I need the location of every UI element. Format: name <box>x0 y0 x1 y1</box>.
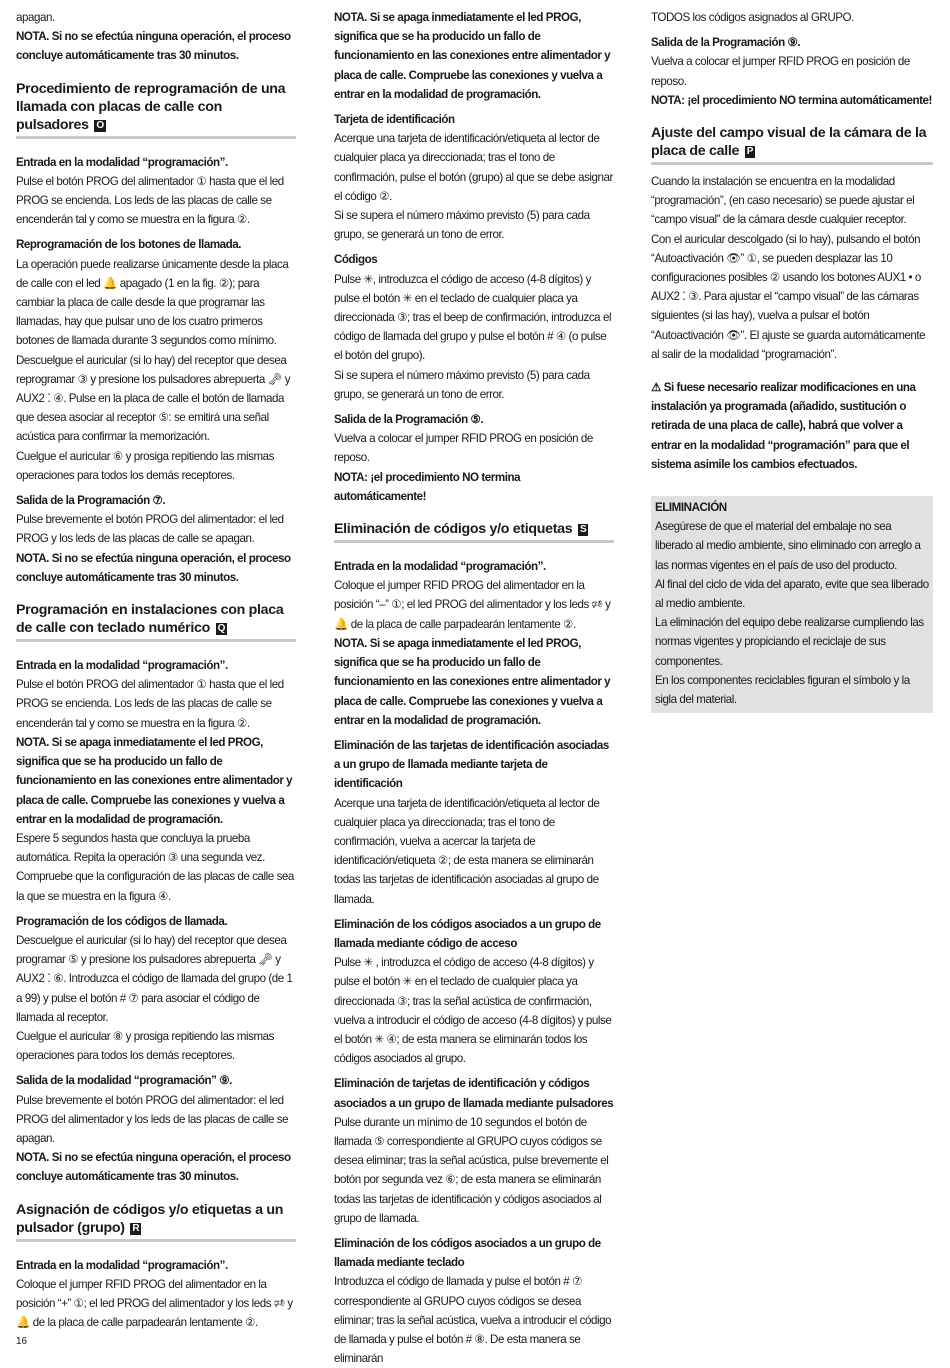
note: NOTA. Si se apaga inmediatamente el led PROG, significa que se ha producido un fallo de funcionamiento en las conexiones entre alimentador y placa de calle. Compruebe las conexiones y vuelva a entrar en la modalidad de programación. <box>334 11 611 101</box>
note: NOTA. Si se apaga inmediatamente el led PROG, significa que se ha producido un fallo de funcionamiento en las conexiones entre alimentador y placa de calle. Compruebe las conexiones y vuelva a entrar en la modalidad de programación. <box>334 636 611 727</box>
text: Si se supera el número máximo previsto (5) para cada grupo, se generará un tono de error. <box>334 368 590 401</box>
subheading: Eliminación de los códigos asociados a un grupo de llamada mediante código de acceso <box>334 917 601 950</box>
text: Asegúrese de que el material del embalaje no sea liberado al medio ambiente, sino eliminado con arreglo a las normas vigentes en el país de uso del producto. <box>655 520 921 572</box>
subheading: Reprogramación de los botones de llamada. <box>16 238 242 252</box>
text: apagan. <box>16 11 55 24</box>
subheading: Eliminación de tarjetas de identificación y códigos asociados a un grupo de llamada mediante pulsadores <box>334 1077 614 1110</box>
heading-text: Procedimiento de reprogramación de una llamada con placas de calle con pulsadores <box>16 80 286 133</box>
column-1 <box>16 8 296 1332</box>
text: Si se supera el número máximo previsto (5) para cada grupo, se generará un tono de error. <box>334 209 590 242</box>
text: Cuando la instalación se encuentra en la modalidad “programación”, (en caso necesario) se puede ajustar el “campo visual” de la cámara desde cualquier receptor. <box>651 175 915 227</box>
text: Con el auricular descolgado (si lo hay), pulsando el botón “Autoactivación 👁” ①, se pueden desplazar las 10 configuraciones posibles ② usando los botones AUX1 • o AUX2 ⁚ ③. Para ajustar el “campo visual” de las cámaras siguientes (si las hay), vuelva a pulsar el botón “Autoactivación 👁”. El ajuste se guarda automáticamente al salir de la modalidad “programación”. <box>651 232 926 361</box>
note: NOTA. Si no se efectúa ninguna operación, el proceso concluye automáticamente tras 30 minutos. <box>16 1151 291 1184</box>
text: Pulse brevemente el botón PROG del alimentador: el led PROG del alimentador y los leds de las placas de calle se apagan. <box>16 1093 289 1145</box>
text: Acerque una tarjeta de identificación/etiqueta al lector de cualquier placa ya direccionada; tras el tono de confirmación, vuelva a acercar la tarjeta de identificación/etiqueta ②; de esta manera se eliminarán todas las tarjetas de identificación asociadas al grupo de llamada. <box>334 796 600 906</box>
note: NOTA. Si no se efectúa ninguna operación, el proceso concluye automáticamente tras 30 minutos. <box>16 30 291 63</box>
column-2 <box>334 8 614 1368</box>
text: Descuelgue el auricular (si lo hay) del receptor que desea programar ⑤ y presione los pulsadores abrepuerta 🗝 y AUX2 ⁚ ⑥. Introduzca el código de llamada del grupo (de 1 a 99) y pulse el botón # ⑦ para asociar el código de llamada al receptor. <box>16 933 293 1024</box>
figure-tag: O <box>96 119 104 131</box>
text: Coloque el jumper RFID PROG del alimentador en la posición “–” ①; el led PROG del alimentador y los leds 🕫 y 🔔 de la placa de calle parpadearán lentamente ②. <box>334 579 611 631</box>
figure-tag: Q <box>217 623 226 635</box>
text: Al final del ciclo de vida del aparato, evite que sea liberado al medio ambiente. <box>655 577 929 611</box>
section-heading <box>16 1201 296 1242</box>
disposal-title: ELIMINACIÓN <box>655 501 727 515</box>
text: Espere 5 segundos hasta que concluya la prueba automática. Repita la operación ③ una segunda vez. Compruebe que la configuración de las placas de calle sea la que se muestra en la figura ④. <box>16 831 294 903</box>
heading-text: Asignación de códigos y/o etiquetas a un pulsador (grupo) <box>16 1201 284 1236</box>
text: Pulse ✳ , introduzca el código de acceso (4-8 dígitos) y pulse el botón ✳ en el teclado de cualquier placa ya direccionada ③; tras la señal acústica de confirmación, vuelva a introducir el código de acceso (4-8 dígitos) y pulse el botón ✳ ④; de esta manera se eliminarán todos los códigos asociados al grupo. <box>334 956 612 1066</box>
text: Pulse brevemente el botón PROG del alimentador: el led PROG y los leds de las placas de calle se apagan. <box>16 513 284 546</box>
page-number: 16 <box>16 1336 28 1347</box>
subheading: Entrada en la modalidad “programación”. <box>16 659 228 673</box>
heading-text: Ajuste del campo visual de la cámara de la placa de calle <box>651 125 927 160</box>
subheading: Salida de la Programación ⑨. <box>651 36 801 50</box>
text: La operación puede realizarse únicamente desde la placa de calle con el led 🔔 apagado (1 en la fig. ②); para cambiar la placa de calle desde la que programar las llamadas, hay que pulsar uno de los cuatro primeros botones de llamada durante 3 segundos como mínimo. <box>16 257 289 348</box>
text: Descuelgue el auricular (si lo hay) del receptor que desea reprogramar ③ y presione los pulsadores abrepuerta 🗝 y AUX2 ⁚ ④. Pulse en la placa de calle el botón de llamada que desea asociar al receptor ⑤: se emitirá una señal acústica para confirmar la memorización. <box>16 353 291 444</box>
figure-tag: R <box>132 1222 140 1234</box>
section-heading <box>334 520 614 543</box>
text: Pulse durante un mínimo de 10 segundos el botón de llamada ⑤ correspondiente al GRUPO cuyos códigos se desea eliminar; tras la señal acústica, pulse brevemente el botón por segunda vez ⑥; de esta manera se eliminarán todas las tarjetas de identificación y códigos asociados al grupo de llamada. <box>334 1115 609 1225</box>
subheading: Programación de los códigos de llamada. <box>16 914 228 928</box>
figure-tag: P <box>746 146 754 158</box>
subheading: Entrada en la modalidad “programación”. <box>334 560 546 574</box>
section-heading <box>16 80 296 139</box>
text: Pulse ✳, introduzca el código de acceso (4-8 dígitos) y pulse el botón ✳ en el teclado de cualquier placa ya direccionada ③; tras el beep de confirmación, introduzca el código de llamada del grupo y pulse el botón # ④ (o pulse el botón del grupo). <box>334 272 612 363</box>
text: Vuelva a colocar el jumper RFID PROG en posición de reposo. <box>651 55 910 88</box>
section-heading <box>16 601 296 642</box>
text: Coloque el jumper RFID PROG del alimentador en la posición “+” ①; el led PROG del alimentador y los leds 🕫 y 🔔 de la placa de calle parpadearán lentamente ②. <box>16 1277 293 1330</box>
text: Pulse el botón PROG del alimentador ① hasta que el led PROG se encienda. Los leds de las placas de calle se encenderán tal y como se muestra en la figura ②. <box>16 174 284 227</box>
section-heading <box>651 124 933 165</box>
text: Cuelgue el auricular ⑧ y prosiga repitiendo las mismas operaciones para todos los demás receptores. <box>16 1029 275 1063</box>
disposal-box <box>651 496 933 713</box>
note: NOTA. Si no se efectúa ninguna operación, el proceso concluye automáticamente tras 30 minutos. <box>16 551 291 584</box>
subheading: Eliminación de las tarjetas de identificación asociadas a un grupo de llamada mediante tarjeta de identificación <box>334 738 609 791</box>
subheading: Eliminación de los códigos asociados a un grupo de llamada mediante teclado <box>334 1236 601 1270</box>
subheading: Salida de la modalidad “programación” ⑨. <box>16 1074 232 1088</box>
heading-text: Programación en instalaciones con placa de calle con teclado numérico <box>16 602 284 637</box>
warning-note: ⚠ Si fuese necesario realizar modificaciones en una instalación ya programada (añadido, sustitución o retirada de una placa de calle), habrá que volver a entrar en la modalidad “programación” para que el sistema asimile los cambios efectuados. <box>651 381 916 471</box>
text: Pulse el botón PROG del alimentador ① hasta que el led PROG se encienda. Los leds de las placas de calle se encenderán tal y como se muestra en la figura ②. <box>16 678 284 730</box>
text: Introduzca el código de llamada y pulse el botón # ⑦ correspondiente al GRUPO cuyos códigos se desea eliminar; tras la señal acústica, vuelva a introducir el código de llamada y pulse el botón # ⑧. De esta manera se eliminarán <box>334 1275 612 1366</box>
column-3 <box>651 8 933 713</box>
subheading: Entrada en la modalidad “programación”. <box>16 155 228 169</box>
text: Acerque una tarjeta de identificación/etiqueta al lector de cualquier placa ya direccionada; tras el tono de confirmación, pulse el botón (grupo) al que se debe asignar el código ②. <box>334 132 613 203</box>
text: TODOS los códigos asignados al GRUPO. <box>651 11 854 24</box>
subheading: Entrada en la modalidad “programación”. <box>16 1258 228 1272</box>
subheading: Salida de la Programación ⑤. <box>334 413 484 427</box>
note: NOTA: ¡el procedimiento NO termina automáticamente! <box>334 470 521 503</box>
text: Cuelgue el auricular ⑥ y prosiga repitiendo las mismas operaciones para todos los demás receptores. <box>16 449 275 482</box>
figure-tag: S <box>579 524 587 536</box>
note: NOTA. Si se apaga inmediatamente el led PROG, significa que se ha producido un fallo de funcionamiento en las conexiones entre alimentador y placa de calle. Compruebe las conexiones y vuelva a entrar en la modalidad de programación. <box>16 735 293 826</box>
subheading: Códigos <box>334 253 378 267</box>
subheading: Tarjeta de identificación <box>334 113 455 127</box>
text: En los componentes reciclables figuran el símbolo y la sigla del material. <box>655 673 910 707</box>
text: La eliminación del equipo debe realizarse cumpliendo las normas vigentes y propiciando el reciclaje de sus componentes. <box>655 616 924 668</box>
note: NOTA: ¡el procedimiento NO termina automáticamente! <box>651 93 932 107</box>
text: Vuelva a colocar el jumper RFID PROG en posición de reposo. <box>334 432 593 465</box>
heading-text: Eliminación de códigos y/o etiquetas <box>334 521 573 538</box>
subheading: Salida de la Programación ⑦. <box>16 494 166 508</box>
